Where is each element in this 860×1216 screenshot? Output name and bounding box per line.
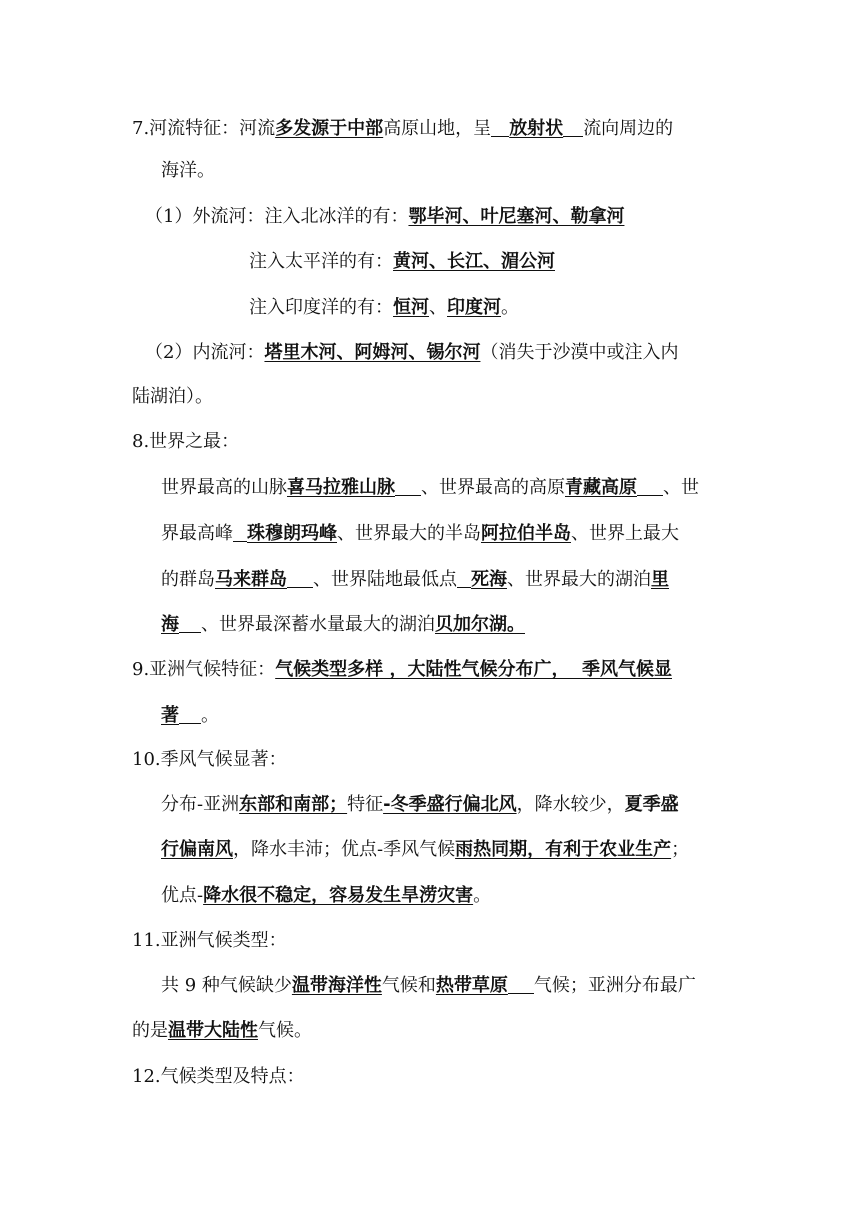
text: 世界最高的山脉 <box>161 477 287 498</box>
answer: 贝加尔湖。 <box>435 614 525 635</box>
answer: 、 <box>462 206 481 227</box>
answer: 青藏高原 <box>565 477 637 498</box>
q7-outflow-pacific <box>249 248 555 276</box>
answer: 黄河 <box>393 251 429 272</box>
answer: 马来群岛 <box>215 569 287 590</box>
text: 、世界上最大 <box>571 523 679 544</box>
answer: 多发源于中部 <box>275 118 384 139</box>
answer: 雨热同期，有利于农业生产 <box>455 839 672 860</box>
text: ； <box>671 839 690 860</box>
q7-outflow-indian <box>249 294 519 322</box>
q7-outflow-arctic <box>145 203 624 231</box>
answer: 热带草原 <box>435 975 508 996</box>
text: 界最高峰 <box>161 523 233 544</box>
text: 的群岛 <box>161 569 215 590</box>
answer: -冬季盛行偏北风 <box>383 794 517 815</box>
q11-line-2 <box>132 1017 312 1045</box>
text: ，降水丰沛；优点-季风气候 <box>233 839 456 860</box>
text: 特征 <box>347 794 384 815</box>
answer: 印度河 <box>447 297 501 318</box>
text: （1）外流河：注入北冰洋的有： <box>145 206 409 227</box>
text: 优点- <box>161 885 204 906</box>
text: 。 <box>201 705 219 726</box>
q11-title: 11.亚洲气候类型： <box>132 930 287 951</box>
q10-line-1 <box>161 791 679 819</box>
q12-title: 12.气候类型及特点： <box>132 1066 305 1087</box>
text: （2）内流河： <box>145 342 265 363</box>
text: 。 <box>473 885 492 906</box>
text: 注入太平洋的有： <box>249 251 393 272</box>
q7-inland-2: 陆湖泊）。 <box>132 386 213 407</box>
answer: 湄公河 <box>501 251 555 272</box>
answer: 里 <box>651 569 669 590</box>
answer: 长江 <box>447 251 483 272</box>
answer: 勒拿河 <box>570 206 625 227</box>
answer: 叶尼塞河 <box>480 206 553 227</box>
q8-line-3 <box>161 566 669 594</box>
text: 分布-亚洲 <box>161 794 240 815</box>
answer: 鄂毕河 <box>408 206 463 227</box>
text: 注入印度洋的有： <box>249 297 393 318</box>
q8-line-4 <box>161 611 525 639</box>
answer: 温带大陆性 <box>168 1020 258 1041</box>
answer: 、 <box>552 206 571 227</box>
text: 的是 <box>132 1020 168 1041</box>
text: 、 <box>429 297 447 318</box>
text: 、世界最高的高原 <box>421 477 565 498</box>
q9-line-2 <box>161 702 219 730</box>
q8-title: 8.世界之最： <box>132 431 240 452</box>
answer: 著 <box>161 705 179 726</box>
q7-line-1 <box>132 115 673 143</box>
answer: 放射状 <box>509 118 564 139</box>
text: 9.亚洲气候特征： <box>132 659 276 680</box>
text: 、世 <box>663 477 699 498</box>
text: （消失于沙漠中或注入内 <box>480 342 679 363</box>
q10-title: 10.季风气候显著： <box>132 749 287 770</box>
answer: 塔里木河、阿姆河、锡尔河 <box>264 342 481 363</box>
text: 气候和 <box>381 975 436 996</box>
q7-line-2: 海洋。 <box>161 160 215 181</box>
q10-line-2 <box>161 836 689 864</box>
text: 、世界最大的半岛 <box>337 523 481 544</box>
text: 7.河流特征：河流 <box>132 118 276 139</box>
q10-line-3 <box>161 882 491 910</box>
q11-line-1 <box>161 972 696 1000</box>
answer: 、 <box>429 251 447 272</box>
answer: 、 <box>483 251 501 272</box>
text: 、世界最大的湖泊 <box>507 569 651 590</box>
text: 高原山地，呈 <box>383 118 492 139</box>
answer: 海 <box>161 614 179 635</box>
answer: 死海 <box>471 569 507 590</box>
text: 、世界最深蓄水量最大的湖泊 <box>201 614 435 635</box>
q8-line-2 <box>161 520 679 548</box>
text: 、世界陆地最低点 <box>313 569 457 590</box>
text: 流向周边的 <box>583 118 674 139</box>
answer: 东部和南部； <box>239 794 348 815</box>
text: 气候；亚洲分布最广 <box>533 975 696 996</box>
q7-inland-1 <box>145 339 678 367</box>
q8-line-1 <box>161 474 699 502</box>
text: 共 9 种气候缺少 <box>161 975 292 996</box>
answer: 温带海洋性 <box>291 975 382 996</box>
answer: 喜马拉雅山脉 <box>287 477 395 498</box>
text: ，降水较少， <box>516 794 625 815</box>
answer: 夏季盛 <box>624 794 679 815</box>
answer: 气候类型多样 ，大陆性气候分布广， 季风气候显 <box>275 659 672 680</box>
answer: 恒河 <box>393 297 429 318</box>
text: 。 <box>501 297 519 318</box>
q9-line-1 <box>132 656 672 684</box>
answer: 降水很不稳定，容易发生旱涝灾害 <box>203 885 474 906</box>
answer: 行偏南风 <box>161 839 233 860</box>
answer: 阿拉伯半岛 <box>481 523 571 544</box>
text: 气候。 <box>258 1020 312 1041</box>
answer: 珠穆朗玛峰 <box>247 523 337 544</box>
